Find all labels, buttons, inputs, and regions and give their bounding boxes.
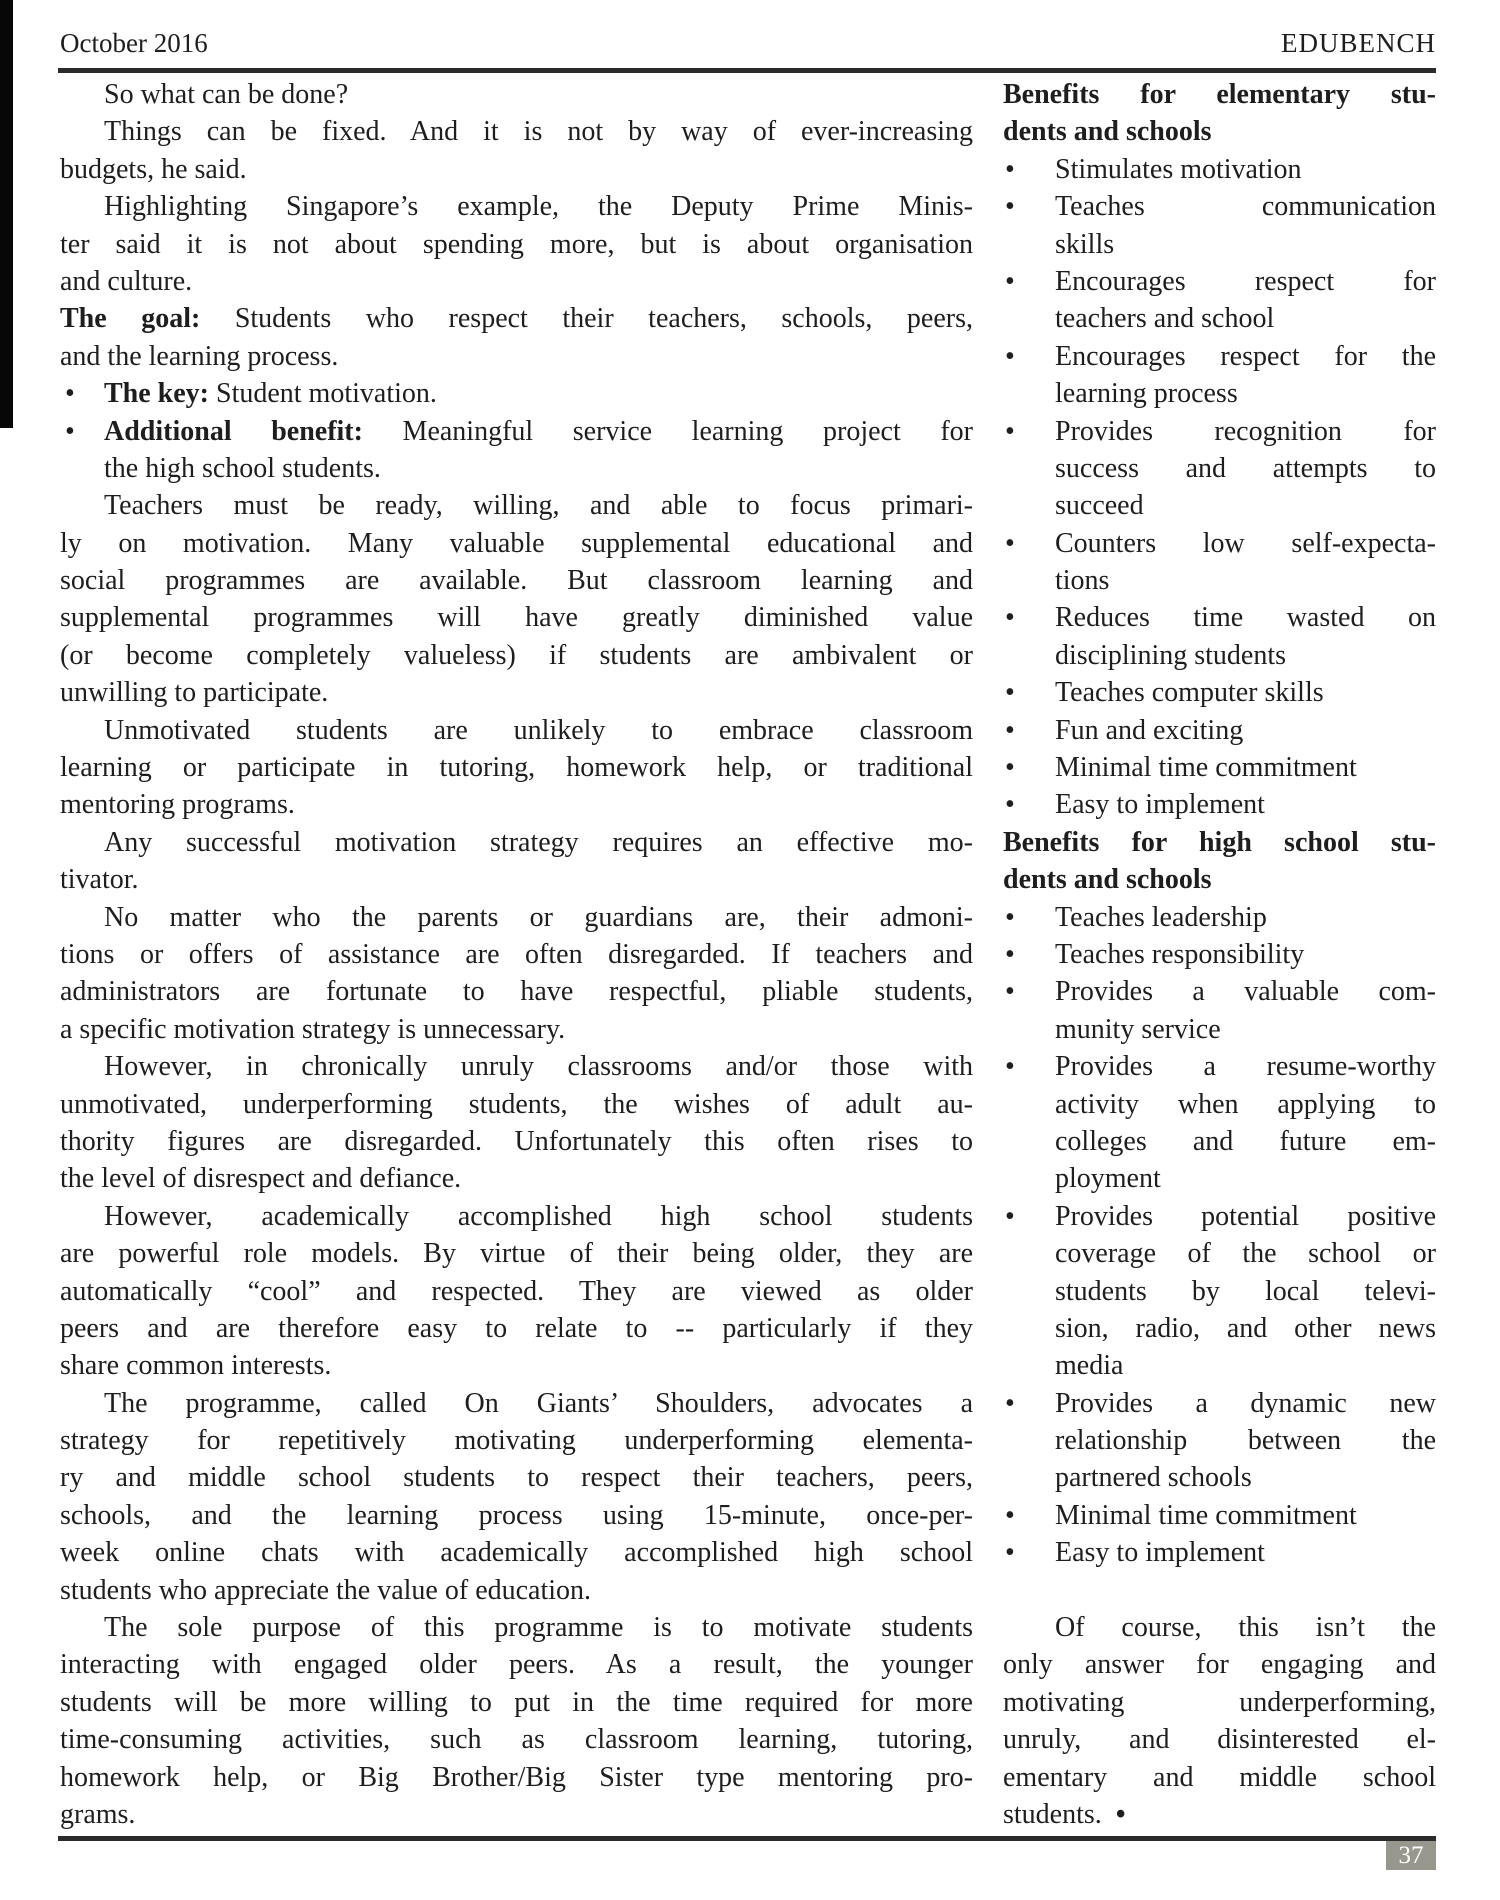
text-line: motivating underperforming, <box>1003 1686 1436 1718</box>
text-line: • Counters low self-expecta- <box>1003 525 1436 562</box>
text-line: schools, and the learning process using 15-minute, once-per- <box>60 1499 973 1531</box>
right-column <box>1003 76 1436 1833</box>
text-line: munity service <box>1055 1013 1221 1045</box>
text-line: • The key: Student motivation. <box>60 375 973 412</box>
text-line: Teachers must be ready, willing, and able to focus primari- <box>104 490 973 522</box>
text-line: students who appreciate the value of education. <box>60 1574 592 1606</box>
page-number-badge <box>1386 1841 1436 1870</box>
text-line: partnered schools <box>1055 1462 1252 1494</box>
text-line: The programme, called On Giants’ Shoulders, advocates a <box>104 1387 973 1419</box>
text-line: No matter who the parents or guardians are, their admoni- <box>104 901 973 933</box>
blank-line <box>1003 1572 1436 1609</box>
text-line: • Provides a resume-worthy <box>1003 1048 1436 1085</box>
text-line: • Provides recognition for <box>1003 413 1436 450</box>
text-line: • Easy to implement <box>1003 786 1436 823</box>
text-line: unmotivated, underperforming students, the wishes of adult au- <box>60 1088 973 1120</box>
text-line: week online chats with academically accomplished high school <box>60 1537 973 1569</box>
text-line: • Provides potential positive <box>1003 1198 1436 1235</box>
text-line: • Minimal time commitment <box>1003 1497 1436 1534</box>
text-line: thority figures are disregarded. Unfortunately this often rises to <box>60 1125 973 1157</box>
text-line: So what can be done? <box>104 79 349 110</box>
text-line: supplemental programmes will have greatly diminished value <box>60 602 973 634</box>
text-line: only answer for engaging and <box>1003 1649 1436 1681</box>
bullet-icon: • <box>1005 789 1015 821</box>
text-line: Things can be fixed. And it is not by way of ever-increasing <box>104 116 973 148</box>
text-line: Benefits for high school stu- <box>1003 826 1436 858</box>
text-line: homework help, or Big Brother/Big Sister type mentoring pro- <box>60 1761 973 1793</box>
text-line: skills <box>1055 228 1115 260</box>
bullet-icon: • <box>1005 265 1015 297</box>
text-line: interacting with engaged older peers. As a result, the younger <box>60 1649 973 1681</box>
text-line: Benefits for elementary stu- <box>1003 79 1436 110</box>
text-line: • Easy to implement <box>1003 1534 1436 1571</box>
bullet-icon: • <box>1005 415 1015 447</box>
text-line: tions or offers of assistance are often disregarded. If teachers and <box>60 938 973 970</box>
text-line: teachers and school <box>1055 303 1275 335</box>
text-line: learning or participate in tutoring, homework help, or traditional <box>60 752 973 784</box>
text-line: • Teaches leadership <box>1003 899 1436 936</box>
text-line: The goal: Students who respect their teachers, schools, peers, <box>60 303 973 335</box>
article-end-mark-icon: • <box>1115 1798 1126 1830</box>
text-line: mentoring programs. <box>60 789 295 821</box>
text-line: The sole purpose of this programme is to motivate students <box>104 1612 973 1644</box>
text-line: administrators are fortunate to have respectful, pliable students, <box>60 976 973 1008</box>
text-line: • Minimal time commitment <box>1003 749 1436 786</box>
text-line: Unmotivated students are unlikely to embrace classroom <box>104 714 973 746</box>
text-line: Highlighting Singapore’s example, the Deputy Prime Minis- <box>104 191 973 223</box>
text-line: ementary and middle school <box>1003 1761 1436 1793</box>
text-line: a specific motivation strategy is unnecessary. <box>60 1013 566 1045</box>
text-line: • Additional benefit: Meaningful service learning project for <box>60 413 973 450</box>
scan-edge-artifact <box>0 0 13 428</box>
text-line: sion, radio, and other news <box>1055 1312 1436 1344</box>
bold-lead-text: Additional benefit: <box>104 415 363 447</box>
text-line: tivator. <box>60 864 139 896</box>
bold-lead-text: The goal: <box>60 303 201 335</box>
bullet-icon: • <box>1005 938 1015 970</box>
text-line: budgets, he said. <box>60 153 247 185</box>
text-line: ter said it is not about spending more, but is about organisation <box>60 228 973 260</box>
text-line: (or become completely valueless) if students are ambivalent or <box>60 639 973 671</box>
bullet-icon: • <box>1005 1387 1015 1419</box>
bullet-icon: • <box>1005 527 1015 559</box>
text-line: Any successful motivation strategy requires an effective mo- <box>104 826 973 858</box>
text-line: the high school students. <box>104 452 381 484</box>
bullet-icon: • <box>65 415 75 447</box>
bullet-icon: • <box>1005 340 1015 372</box>
text-line: and culture. <box>60 265 193 297</box>
header-rule <box>58 68 1436 73</box>
text-line: unruly, and disinterested el- <box>1003 1724 1436 1756</box>
text-line: success and attempts to <box>1055 452 1436 484</box>
text-line: grams. <box>60 1798 136 1830</box>
text-line: Of course, this isn’t the <box>1055 1612 1436 1644</box>
text-line: time-consuming activities, such as classroom learning, tutoring, <box>60 1724 973 1756</box>
left-column <box>60 76 973 1833</box>
bullet-icon: • <box>1005 976 1015 1008</box>
bullet-icon: • <box>1005 677 1015 709</box>
text-line: • Fun and exciting <box>1003 712 1436 749</box>
text-line: students. • <box>1003 1798 1126 1830</box>
text-line: ry and middle school students to respect their teachers, peers, <box>60 1462 973 1494</box>
bullet-icon: • <box>1005 1200 1015 1232</box>
text-line: relationship between the <box>1055 1425 1436 1457</box>
text-line: automatically “cool” and respected. They are viewed as older <box>60 1275 973 1307</box>
text-line: • Teaches communication <box>1003 188 1436 225</box>
text-line: students by local televi- <box>1055 1275 1436 1307</box>
text-line: ly on motivation. Many valuable supplemental educational and <box>60 527 973 559</box>
text-line: unwilling to participate. <box>60 677 329 709</box>
text-line: dents and schools <box>1003 864 1212 896</box>
text-line: disciplining students <box>1055 639 1286 671</box>
bullet-icon: • <box>1005 901 1015 933</box>
text-line: ployment <box>1055 1163 1161 1195</box>
bold-lead-text: The key: <box>104 378 209 410</box>
bullet-icon: • <box>1005 1051 1015 1083</box>
text-line: • Teaches responsibility <box>1003 936 1436 973</box>
text-line: • Provides a valuable com- <box>1003 973 1436 1010</box>
bullet-icon: • <box>1005 752 1015 784</box>
header-publication-title: EDUBENCH <box>1281 28 1436 58</box>
text-line: social programmes are available. But classroom learning and <box>60 565 973 597</box>
footer-rule <box>58 1836 1436 1841</box>
bullet-icon: • <box>1005 153 1015 185</box>
text-line: However, academically accomplished high school students <box>104 1200 973 1232</box>
text-line: strategy for repetitively motivating underperforming elementa- <box>60 1425 973 1457</box>
page-header <box>60 26 1436 60</box>
text-line: • Teaches computer skills <box>1003 674 1436 711</box>
text-line: colleges and future em- <box>1055 1125 1436 1157</box>
text-line: • Stimulates motivation <box>1003 151 1436 188</box>
text-line: coverage of the school or <box>1055 1238 1436 1270</box>
text-line: peers and are therefore easy to relate to -- particularly if they <box>60 1312 973 1344</box>
text-line: the level of disrespect and defiance. <box>60 1163 462 1195</box>
header-date: October 2016 <box>60 28 208 58</box>
text-line: are powerful role models. By virtue of their being older, they are <box>60 1238 973 1270</box>
text-line: share common interests. <box>60 1350 332 1382</box>
text-line: However, in chronically unruly classrooms and/or those with <box>104 1051 973 1083</box>
text-line: • Encourages respect for the <box>1003 338 1436 375</box>
text-line: tions <box>1055 565 1110 597</box>
text-line: learning process <box>1055 378 1238 410</box>
bullet-icon: • <box>1005 1537 1015 1569</box>
bullet-icon: • <box>1005 191 1015 223</box>
text-line: • Encourages respect for <box>1003 263 1436 300</box>
text-line: and the learning process. <box>60 340 339 372</box>
text-line: dents and schools <box>1003 116 1212 148</box>
bullet-icon: • <box>65 378 75 410</box>
text-line: media <box>1055 1350 1124 1382</box>
bullet-icon: • <box>1005 714 1015 746</box>
text-line: students will be more willing to put in the time required for more <box>60 1686 973 1718</box>
text-line: • Reduces time wasted on <box>1003 599 1436 636</box>
text-line: succeed <box>1055 490 1144 522</box>
bullet-icon: • <box>1005 1499 1015 1531</box>
bullet-icon: • <box>1005 602 1015 634</box>
text-line: activity when applying to <box>1055 1088 1436 1120</box>
page-number: 37 <box>1398 1842 1424 1869</box>
text-line: • Provides a dynamic new <box>1003 1385 1436 1422</box>
